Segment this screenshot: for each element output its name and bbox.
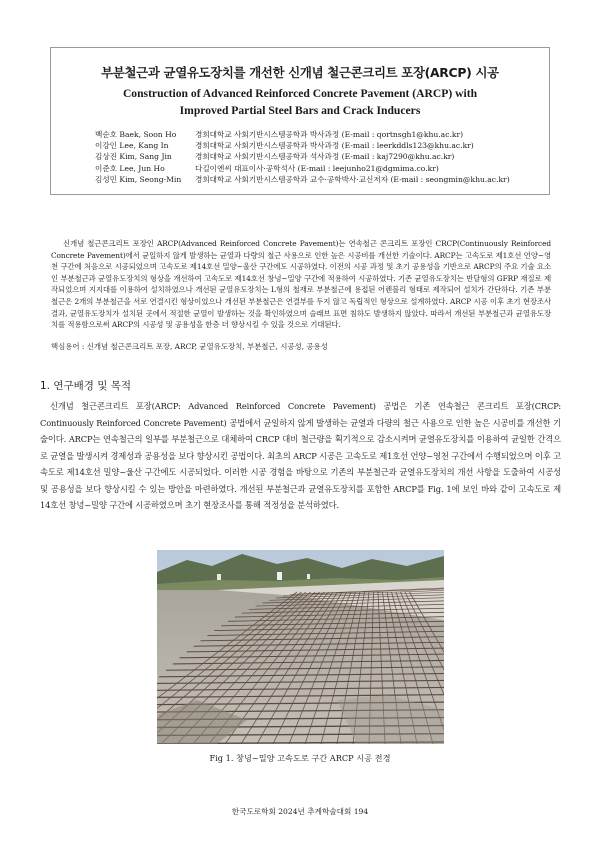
section-body: 신개념 철근콘크리트 포장(ARCP: Advanced Reinforced Concrete Pavement) 공법은 기존 연속철근 콘크리트 포장(CRCP: Continuously Reinforced Concrete Pavement) 공법에서 균일하지 않게 발생하는 균열과 다량의 철근 사용으로 인한 높은 시공비를 개선한 기술이다. ARCP는 연속철근의 일부를 부분철근으로 대체하여 CRCP 대비 철근량을 획기적으로 감소시켜며 균열유도장치를 이용하여 균일한 간격으로 균열을 발생시켜 경제성과 공용성을 보다 향상시킨 공법이다. 최초의 ARCP 시공은 고속도로 제1호선 언양~영천 구간에서 수행되었으며 이후 고속도로 제14호선 밀양~울산 구간에도 시공되었다. 이러한 시공 경험을 바탕으로 기존의 부분철근과 균열유도장치의 개선 사항을 도출하여 시공성 및 공용성을 보다 향상시킬 수 있는 방안을 마련하였다. 개선된 부분철근과 균열유도장치를 포함한 ARCP를 Fig. 1에 보인 바와 같이 고속도로 제14호선 창녕~밀양 구간에 시공하였으며 초기 현장조사를 통해 적정성을 분석하였다.	[40, 401, 561, 510]
abstract: 신개념 철근콘크리트 포장인 ARCP(Advanced Reinforced Concrete Pavement)는 연속철근 콘크리트 포장인 CRCP(Continuously Reinforced Concrete Pavement)에서 균일하지 않게 발생하는 균열과 다량의 철근 사용으로 인한 높은 시공비를 개선한 기술이다. ARCP는 고속도로 제1호선 언양~영천 구간에 처음으로 시공되었으며 고속도로 제14호선 밀양~울산 구간에도 시공하였다. 이전의 시공 과정 및 초기 공용성을 기반으로 ARCP의 주요 기술 요소인 부분철근과 균열유도장치의 형상을 개선하여 고속도로 제14호선 창녕~밀양 구간에 적용하여 시공하였다. 기존 균열유도장치는 반달형의 GFRP 재질로 제작되었으며 지지대를 이용하여 설치하였으나 개선된 균열유도장치는 L형의 철재로 부분철근에 용접된 어렌블리 형태로 제작되어 설치가 간단하다. 기존 부분철근은 2개의 부분철근을 서로 연결시킨 형상이었으나 개선된 부분철근은 연결부를 두지 않고 독립적인 형상으로 설계하였다. ARCP 시공 이후 초기 현장조사 결과, 균열유도장치가 설치된 곳에서 적절한 균열이 발생하는 것을 확인하였으며 슬래브 표면 침하도 발생하지 않았다. 따라서 개선된 부분철근과 균열유도장치를 적용함으로써 ARCP의 시공성 및 공용성을 한층 더 향상시킬 수 있을 것으로 기대된다.	[51, 239, 551, 330]
author-name: 이준호 Lee, Jun Ho	[95, 163, 165, 173]
author-row	[51, 140, 549, 151]
author-list	[51, 129, 549, 185]
korean-title: 부분철근과 균열유도장치를 개선한 신개념 철근콘크리트 포장(ARCP) 시공	[101, 65, 499, 80]
author-name: 김상진 Kim, Sang Jin	[95, 152, 172, 162]
author-affiliation: 경희대학교 사회기반시스템공학과 석사과정 (E-mail : kaj7290@khu.ac.kr)	[195, 152, 455, 162]
building	[217, 574, 221, 580]
figure-caption: Fig 1. 창녕~밀양 고속도로 구간 ARCP 시공 전경	[209, 753, 391, 763]
section-heading: 1. 연구배경 및 목적	[40, 380, 132, 392]
construction-photo-graphic	[157, 550, 444, 744]
building	[277, 572, 282, 580]
english-title-line2: Improved Partial Steel Bars and Crack Inducers	[179, 104, 421, 117]
page-footer: 한국도로학회 2024년 추계학술대회 194	[231, 807, 369, 816]
author-affiliation: 다길이엔씨 대표이사·공학석사 (E-mail : leejunho21@dgmima.co.kr)	[195, 163, 439, 173]
building	[307, 574, 310, 579]
author-row	[51, 151, 549, 162]
keywords: 핵심용어 : 신개념 철근콘크리트 포장, ARCP, 균열유도장치, 부분철근, 시공성, 공용성	[51, 342, 328, 351]
author-row	[51, 174, 549, 185]
author-affiliation: 경희대학교 사회기반시스템공학과 교수·공학박사·교신저자 (E-mail : seongmin@khu.ac.kr)	[195, 174, 510, 184]
author-name: 백순호 Baek, Soon Ho	[95, 130, 177, 139]
author-name: 김성민 Kim, Seong-Min	[95, 174, 182, 184]
author-affiliation: 경희대학교 사회기반시스템공학과 박사과정 (E-mail : qortnsgh1@khu.ac.kr)	[195, 130, 464, 139]
author-name: 이강인 Lee, Kang In	[95, 141, 169, 151]
english-title-line1: Construction of Advanced Reinforced Concrete Pavement (ARCP) with	[122, 87, 478, 100]
author-row	[51, 129, 549, 140]
author-row	[51, 163, 549, 174]
construction-photo	[157, 550, 444, 744]
author-affiliation: 경희대학교 사회기반시스템공학과 박사과정 (E-mail : leerkddls123@khu.ac.kr)	[195, 141, 474, 151]
title-box	[50, 47, 550, 195]
